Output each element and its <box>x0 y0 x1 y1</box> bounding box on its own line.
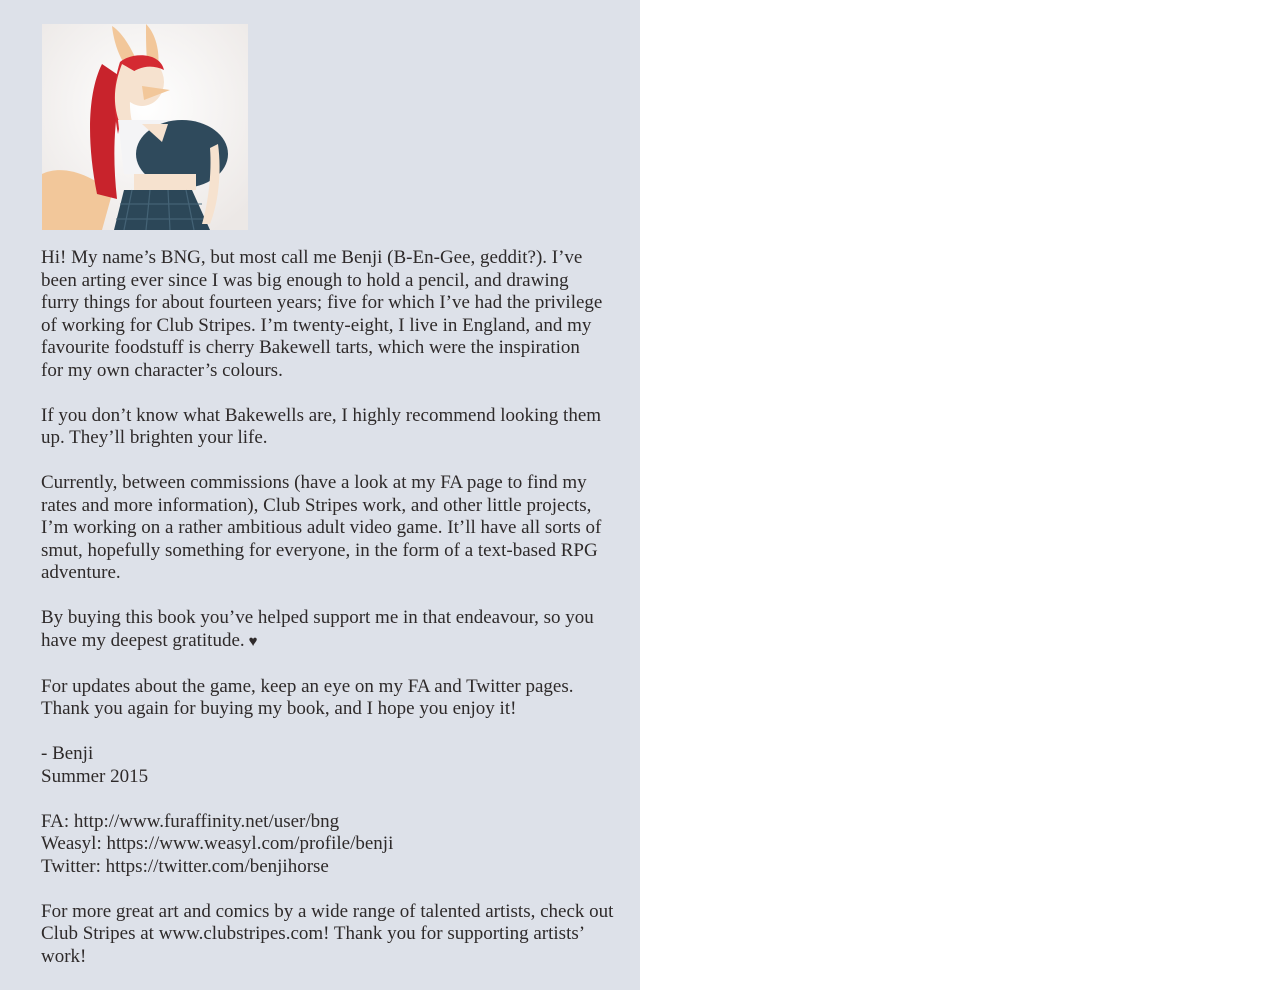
projects-paragraph: Currently, between commissions (have a look at my FA page to find my rates and more information), Club Stripes work, and other little projects, I’m working on a rather ambitious adult video game. It’ll have all sorts of smut, hopefully something for everyone, in the form of a text-based RPG adventure. <box>41 472 602 583</box>
bakewell-paragraph: If you don’t know what Bakewells are, I highly recommend looking them up. They’ll brighten your life. <box>41 404 602 448</box>
artist-portrait-image <box>42 24 248 230</box>
left-page <box>0 0 640 990</box>
twitter-link[interactable]: Twitter: https://twitter.com/benjihorse <box>41 855 329 877</box>
club-stripes-paragraph: For more great art and comics by a wide range of talented artists, check out Club Stripes at www.clubstripes.com! Thank you for supporting artists’ work! <box>41 900 614 967</box>
signoff-name: - Benji <box>41 743 94 764</box>
intro-paragraph: Hi! My name’s BNG, but most call me Benji (B-En-Gee, geddit?). I’ve been arting ever since I was big enough to hold a pencil, and drawing furry things for about fourteen years; five for which I’ve had the privilege of working for Club Stripes. I’m twenty-eight, I live in England, and my favourite foodstuff is cherry Bakewell tarts, which were the inspiration for my own character’s colours. <box>41 247 603 381</box>
signoff-date: Summer 2015 <box>41 765 149 787</box>
gratitude-paragraph <box>41 607 631 653</box>
weasyl-link[interactable]: Weasyl: https://www.weasyl.com/profile/benji <box>41 833 394 854</box>
gratitude-text: By buying this book you’ve helped support me in that endeavour, so you have my deepest gratitude. <box>41 607 594 651</box>
heart-icon: ♥ <box>248 633 258 650</box>
signoff <box>41 743 631 788</box>
fa-link[interactable]: FA: http://www.furaffinity.net/user/bng <box>41 810 340 832</box>
artist-letter <box>41 247 631 991</box>
character-portrait-illustration <box>42 24 248 230</box>
updates-paragraph: For updates about the game, keep an eye on my FA and Twitter pages. Thank you again for buying my book, and I hope you enjoy it! <box>41 675 574 719</box>
right-page-blank <box>640 0 1280 990</box>
links-block <box>41 811 631 879</box>
